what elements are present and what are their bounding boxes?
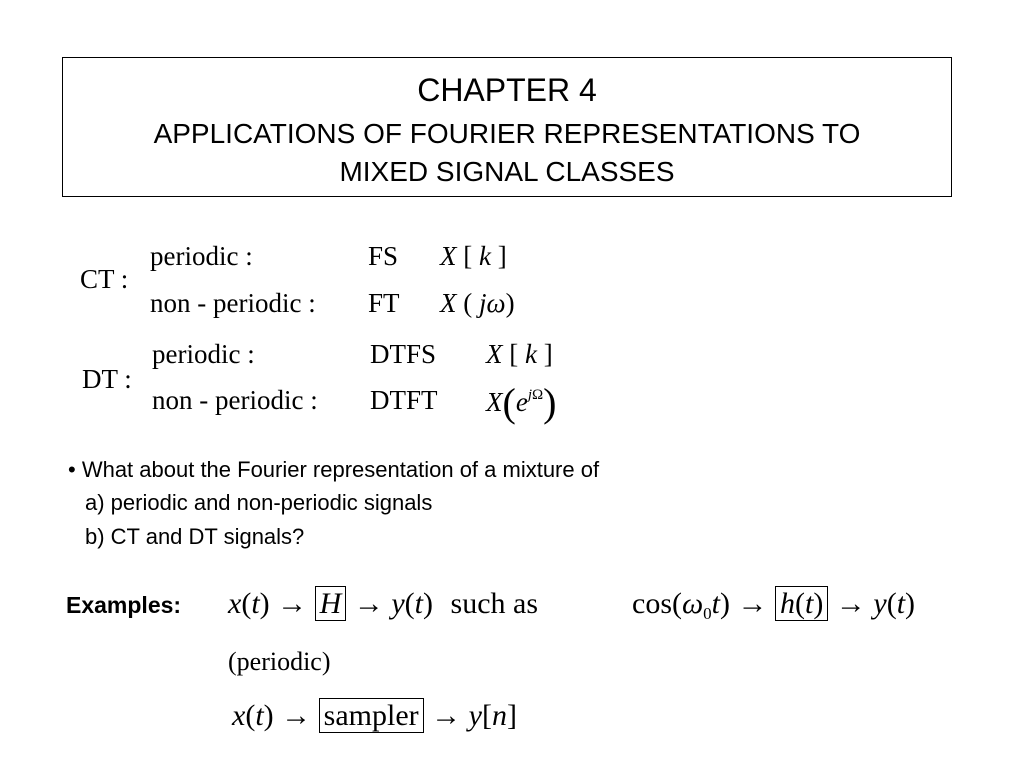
chapter-number: CHAPTER 4 (417, 72, 597, 108)
examples-label: Examples: (66, 592, 182, 618)
ct-periodic-kind: periodic : (150, 241, 253, 271)
chapter-title-line-1: APPLICATIONS OF FOURIER REPRESENTATIONS TO (153, 118, 861, 149)
system-ht-box: h(t) (775, 586, 828, 621)
dt-nonperiodic-symbol: $X(e^{j\Omega})$ (486, 380, 557, 425)
dt-nonperiodic-transform: DTFT (370, 385, 438, 415)
bullet-question: • What about the Fourier representation of a mixture of (68, 457, 600, 482)
ct-nonperiodic-symbol: X ( jω) (440, 288, 515, 318)
ct-nonperiodic-transform: FT (368, 288, 400, 318)
bullet-option-a: a) periodic and non-periodic signals (85, 490, 433, 515)
bullet-option-b: b) CT and DT signals? (85, 524, 305, 549)
chapter-title-box (62, 57, 952, 197)
dt-label: DT : (82, 364, 132, 394)
ct-periodic-transform: FS (368, 241, 399, 271)
dt-periodic-kind: periodic : (152, 339, 255, 369)
such-as-text: such as (450, 587, 538, 620)
example-1-equation: x(t) → H → y(t) such as (228, 587, 538, 620)
sampler-equation: x(t) → sampler → y[n] (232, 699, 517, 732)
ct-nonperiodic-kind: non - periodic : (150, 288, 316, 318)
system-h-box: H (315, 586, 347, 621)
periodic-note: (periodic) (228, 647, 331, 676)
dt-nonperiodic-kind: non - periodic : (152, 385, 318, 415)
dt-periodic-symbol: X [ k ] (486, 339, 553, 369)
sampler-box: sampler (319, 698, 424, 733)
dt-periodic-transform: DTFS (370, 339, 437, 369)
chapter-title-line-2: MIXED SIGNAL CLASSES (339, 156, 675, 187)
example-2-equation: $\cos(\omega_0t) \to h(t) \to y(t)$ (632, 587, 916, 623)
ct-periodic-symbol: X [ k ] (440, 241, 507, 271)
ct-label: CT : (80, 264, 129, 294)
